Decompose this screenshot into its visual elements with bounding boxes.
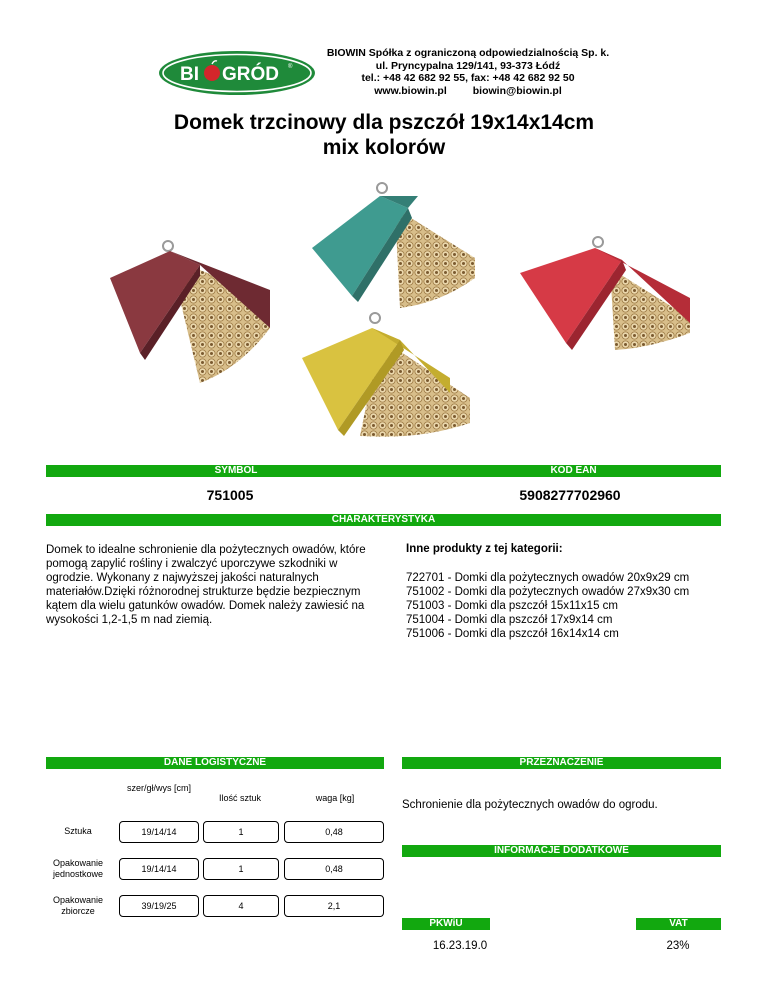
company-info [318, 47, 618, 97]
row-label-bulk-pack: Opakowanie zbiorcze [52, 895, 104, 916]
other-product-item[interactable]: 751004 - Domki dla pszczół 17x9x14 cm [406, 614, 613, 626]
purpose-text: Schronienie dla pożytecznych owadów do ogrodu. [402, 799, 658, 811]
row-label-piece: Sztuka [64, 826, 92, 836]
product-description: Domek to idealne schronienie dla pożytecznych owadów, które pomogą zapylić rośliny i zwalczyć uporczywe szkodniki w ogrodzie. Wykonany z najwyższej jakości naturalnych materiałów.Dzięki różnorodnej strukturze będzie bezpiecznym kątem dla wielu gatunków owadów. Domek należy zawiesić na wysokości 1,2-1,5 m nad ziemią. [46, 544, 366, 626]
bee-house-yellow [302, 313, 470, 437]
vat-label: VAT [636, 918, 721, 930]
other-products-list [406, 571, 689, 641]
page-title [0, 110, 768, 160]
bee-house-burgundy [110, 241, 270, 383]
row-piece-dims: 19/14/14 [119, 821, 199, 843]
title-line-2: mix kolorów [322, 136, 446, 159]
row-bulk-pack-weight: 2,1 [284, 895, 384, 917]
symbol-label: SYMBOL [214, 465, 258, 476]
company-name: BIOWIN Spółka z ograniczoną odpowiedzialnością Sp. k. [326, 47, 610, 59]
biogrod-logo [158, 50, 316, 96]
company-address: ul. Pryncypalna 129/141, 93-373 Łódź [375, 59, 561, 72]
bee-house-red [520, 237, 690, 350]
additional-info-label: INFORMACJE DODATKOWE [402, 845, 721, 857]
row-piece-weight: 0,48 [284, 821, 384, 843]
other-product-item[interactable]: 722701 - Domki dla pożytecznych owadów 20x9x29 cm [406, 572, 690, 584]
col-dims-header: szer/gł/wys [cm] [126, 783, 191, 793]
other-product-item[interactable]: 751006 - Domki dla pszczół 16x14x14 cm [406, 628, 619, 640]
col-weight-header: waga [kg] [315, 793, 355, 803]
other-products-title: Inne produkty z tej kategorii: [406, 543, 563, 555]
symbol-value: 751005 [206, 487, 254, 503]
logistics-label: DANE LOGISTYCZNE [46, 757, 384, 769]
row-label-unit-pack: Opakowanie jednostkowe [52, 858, 104, 879]
ean-value: 5908277702960 [519, 487, 621, 503]
purpose-label: PRZEZNACZENIE [402, 757, 721, 769]
row-unit-pack-weight: 0,48 [284, 858, 384, 880]
row-unit-pack-dims: 19/14/14 [119, 858, 199, 880]
svg-text:®: ® [288, 64, 293, 70]
other-product-item[interactable]: 751003 - Domki dla pszczół 15x11x15 cm [406, 600, 619, 612]
col-qty-header: Ilość sztuk [218, 793, 261, 803]
title-line-1: Domek trzcinowy dla pszczół 19x14x14cm [173, 111, 595, 134]
characteristics-label: CHARAKTERYSTYKA [46, 514, 721, 526]
bee-house-teal [312, 183, 475, 308]
vat-value: 23% [666, 940, 690, 952]
pkwiu-value: 16.23.19.0 [432, 940, 488, 952]
company-phone: tel.: +48 42 682 92 55, fax: +48 42 682 92 50 [361, 72, 575, 84]
other-product-item[interactable]: 751002 - Domki dla pożytecznych owadów 27x9x30 cm [406, 586, 690, 598]
row-bulk-pack-qty: 4 [203, 895, 279, 917]
svg-text:GRÓD: GRÓD [222, 64, 279, 85]
row-piece-qty: 1 [203, 821, 279, 843]
ean-label: KOD EAN [550, 465, 597, 476]
row-bulk-pack-dims: 39/19/25 [119, 895, 199, 917]
row-unit-pack-qty: 1 [203, 858, 279, 880]
product-photo [90, 178, 710, 448]
pkwiu-label: PKWiU [402, 918, 490, 930]
svg-text:BI: BI [180, 64, 199, 85]
company-email-link[interactable]: biowin@biowin.pl [472, 84, 562, 97]
company-website-link[interactable]: www.biowin.pl [374, 84, 447, 97]
